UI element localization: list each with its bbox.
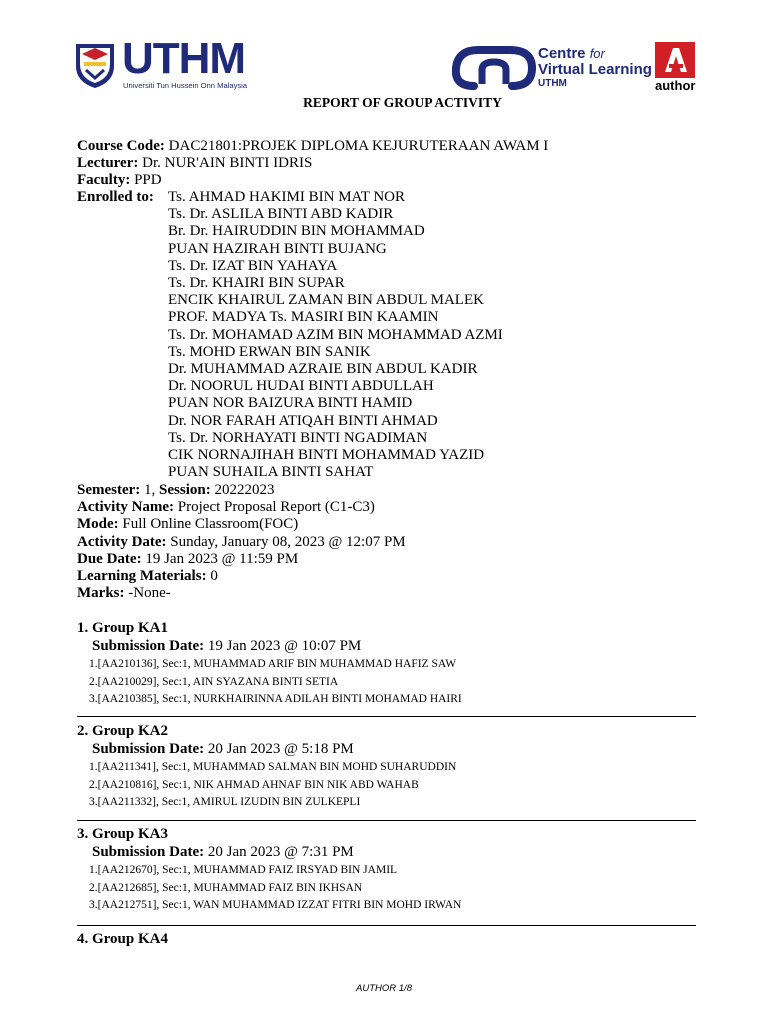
enrolled-item: ENCIK KHAIRUL ZAMAN BIN ABDUL MALEK xyxy=(168,292,484,309)
lecturer-row: Lecturer: Dr. NUR'AIN BINTI IDRIS xyxy=(77,155,313,171)
uthm-subtitle: Universiti Tun Hussein Onn Malaysia xyxy=(123,81,248,90)
enrolled-item: Ts. MOHD ERWAN BIN SANIK xyxy=(168,343,371,360)
list-item: 2.[AA210816], Sec:1, NIK AHMAD AHNAF BIN NIK ABD WAHAB xyxy=(89,778,419,791)
list-item: 1.[AA210136], Sec:1, MUHAMMAD ARIF BIN MUHAMMAD HAFIZ SAW xyxy=(89,658,457,670)
enrolled-item: Ts. Dr. ASLILA BINTI ABD KADIR xyxy=(168,206,394,223)
uthm-crest-icon xyxy=(72,40,118,90)
group-title: 4. Group KA4 xyxy=(77,931,168,947)
group-title: 1. Group KA1 xyxy=(77,620,168,636)
enrolled-item: Ts. Dr. NORHAYATI BINTI NGADIMAN xyxy=(168,429,428,446)
enrolled-item: Ts. Dr. IZAT BIN YAHAYA xyxy=(168,257,338,274)
report-title: REPORT OF GROUP ACTIVITY xyxy=(303,95,502,110)
group-title: 2. Group KA2 xyxy=(77,723,168,739)
enrolled-item: Dr. NOORUL HUDAI BINTI ABDULLAH xyxy=(168,378,434,395)
semester-row: Semester: 1, Session: 20222023 xyxy=(77,482,275,498)
uthm-wordmark: UTHM xyxy=(122,34,246,83)
enrolled-item: Ts. Dr. KHAIRI BIN SUPAR xyxy=(168,275,345,292)
course-code-value: DAC21801:PROJEK DIPLOMA KEJURUTERAAN AWAM I xyxy=(168,138,549,154)
enrolled-list xyxy=(168,189,503,481)
cvl-line1: Centre for xyxy=(538,45,605,62)
faculty-row: Faculty: PPD xyxy=(77,172,162,188)
list-item: 3.[AA210385], Sec:1, NURKHAIRINNA ADILAH BINTI MOHAMAD HAIRI xyxy=(89,693,462,705)
divider xyxy=(77,820,696,821)
group-section xyxy=(77,723,697,812)
author-wordmark: author xyxy=(655,78,696,93)
group-section xyxy=(77,826,697,915)
enrolled-item: CIK NORNAJIHAH BINTI MOHAMMAD YAZID xyxy=(168,447,485,464)
enrolled-item: Dr. NOR FARAH ATIQAH BINTI AHMAD xyxy=(168,412,438,429)
due-date-row: Due Date: 19 Jan 2023 @ 11:59 PM xyxy=(77,551,299,567)
submission-date-row: Submission Date: 19 Jan 2023 @ 10:07 PM xyxy=(92,638,362,654)
list-item: 2.[AA212685], Sec:1, MUHAMMAD FAIZ BIN IKHSAN xyxy=(89,881,363,894)
author-mark-icon xyxy=(655,42,695,78)
member-list xyxy=(89,656,697,709)
group-title: 3. Group KA3 xyxy=(77,826,168,842)
submission-date-row: Submission Date: 20 Jan 2023 @ 5:18 PM xyxy=(92,741,354,757)
submission-date-row: Submission Date: 20 Jan 2023 @ 7:31 PM xyxy=(92,844,354,860)
enrolled-item: Ts. AHMAD HAKIMI BIN MAT NOR xyxy=(168,189,406,205)
enrolled-label: Enrolled to: xyxy=(77,189,154,205)
page-footer: AUTHOR 1/8 xyxy=(356,983,412,994)
member-list xyxy=(89,862,697,915)
enrolled-item: PROF. MADYA Ts. MASIRI BIN KAAMIN xyxy=(168,309,439,326)
group-section xyxy=(77,620,697,709)
cvl-line2: Virtual Learning xyxy=(538,61,652,78)
activity-date-row: Activity Date: Sunday, January 08, 2023 @ 12:07 PM xyxy=(77,534,406,550)
divider xyxy=(77,925,696,926)
marks-row: Marks: -None- xyxy=(77,585,171,601)
enrolled-item: PUAN SUHAILA BINTI SAHAT xyxy=(168,464,374,481)
author-logo xyxy=(655,42,700,96)
enrolled-item: PUAN NOR BAIZURA BINTI HAMID xyxy=(168,395,413,412)
mode-row: Mode: Full Online Classroom(FOC) xyxy=(77,516,299,532)
enrolled-item: Br. Dr. HAIRUDDIN BIN MOHAMMAD xyxy=(168,223,425,240)
list-item: 1.[AA212670], Sec:1, MUHAMMAD FAIZ IRSYAD BIN JAMIL xyxy=(89,864,398,876)
group-section xyxy=(77,931,697,948)
list-item: 1.[AA211341], Sec:1, MUHAMMAD SALMAN BIN MOHD SUHARUDDIN xyxy=(89,761,457,773)
activity-name-row: Activity Name: Project Proposal Report (C1-C3) xyxy=(77,499,375,515)
faculty-value: PPD xyxy=(134,172,162,188)
enrolled-item: Ts. Dr. MOHAMAD AZIM BIN MOHAMMAD AZMI xyxy=(168,326,503,343)
list-item: 2.[AA210029], Sec:1, AIN SYAZANA BINTI SETIA xyxy=(89,675,339,688)
cvl-swirl-icon xyxy=(452,44,536,90)
enrolled-item: Dr. MUHAMMAD AZRAIE BIN ABDUL KADIR xyxy=(168,361,478,378)
learning-materials-row: Learning Materials: 0 xyxy=(77,568,218,584)
member-list xyxy=(89,759,697,812)
list-item: 3.[AA211332], Sec:1, AMIRUL IZUDIN BIN ZULKEPLI xyxy=(89,796,361,808)
course-code-row: Course Code: DAC21801:PROJEK DIPLOMA KEJURUTERAAN AWAM I xyxy=(77,138,549,154)
divider xyxy=(77,716,696,717)
lecturer-value: Dr. NUR'AIN BINTI IDRIS xyxy=(142,155,313,171)
cvl-line3: UTHM xyxy=(538,78,567,89)
enrolled-item: PUAN HAZIRAH BINTI BUJANG xyxy=(168,240,387,257)
list-item: 3.[AA212751], Sec:1, WAN MUHAMMAD IZZAT FITRI BIN MOHD IRWAN xyxy=(89,899,462,911)
uthm-logo xyxy=(72,34,272,94)
cvl-logo xyxy=(452,42,657,92)
